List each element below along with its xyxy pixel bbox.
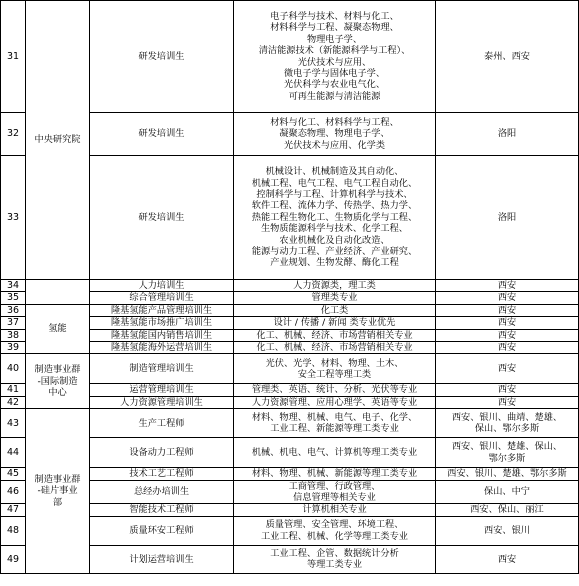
position-cell: 技术工艺工程师: [90, 468, 234, 480]
row-number: 42: [1, 396, 26, 408]
position-cell: 计划运营培训生: [90, 545, 234, 573]
table-row: [1, 354, 579, 384]
location-cell: 西安、银川、楚雄、鄂尔多斯: [436, 468, 579, 480]
major-cell: 材料与化工、材料科学与工程、 凝聚态物理、物理电子学、 光伏技术与应用、化学类: [234, 113, 436, 156]
major-cell: 材料、物理、机械、电气、电子、化学、 工业工程、新能源等理工类专业: [234, 409, 436, 438]
location-cell: 西安、银川: [436, 516, 579, 545]
major-cell: 人力资源类，理工类: [234, 280, 436, 292]
location-cell: 西安: [436, 384, 579, 396]
position-cell: 质量环安工程师: [90, 516, 234, 545]
department-cell: 制造事业群 -国际制造 中心: [26, 354, 90, 409]
major-cell: 化工类: [234, 304, 436, 316]
table-row: [1, 280, 579, 292]
row-number: 36: [1, 304, 26, 316]
major-cell: 管理类专业: [234, 292, 436, 304]
position-cell: 人力培训生: [90, 280, 234, 292]
location-cell: 泰州、西安: [436, 1, 579, 113]
row-number: 32: [1, 113, 26, 156]
position-cell: 总经办培训生: [90, 480, 234, 504]
major-cell: 质量管理、安全管理、环境工程、 工业工程、机械、化学等理工类专业: [234, 516, 436, 545]
location-cell: 西安、保山、丽江: [436, 504, 579, 516]
department-cell: [26, 280, 90, 305]
major-cell: 机械、机电、电气、计算机等理工类专业: [234, 438, 436, 468]
major-cell: 化工、机械、经济、市场营销相关专业: [234, 342, 436, 354]
department-cell: 氢能: [26, 304, 90, 354]
location-cell: 西安: [436, 304, 579, 316]
position-cell: 运营管理培训生: [90, 384, 234, 396]
location-cell: 西安、银川、曲靖、楚雄、 保山、鄂尔多斯: [436, 409, 579, 438]
position-cell: 综合管理培训生: [90, 292, 234, 304]
location-cell: 洛阳: [436, 156, 579, 280]
major-cell: 管理类、英语、统计、分析、光伏等专业: [234, 384, 436, 396]
position-cell: 研发培训生: [90, 113, 234, 156]
major-cell: 电子科学与技术、材料与化工、 材料科学与工程、凝聚态物理、 物理电子学、 清洁能源技术（新能源科学与工程）、 光伏技术与应用、 微电子学与固体电子学、 光伏科学与农业电气化、 可再生能源与清洁能源: [234, 1, 436, 113]
position-cell: 制造管理培训生: [90, 354, 234, 384]
location-cell: 西安、银川、楚雄、保山、 鄂尔多斯: [436, 438, 579, 468]
table-row: [1, 1, 579, 113]
major-cell: 光伏、光学、材料、物理、土木、 安全工程等理工类: [234, 354, 436, 384]
row-number: 33: [1, 156, 26, 280]
position-cell: 隆基氢能国内销售培训生: [90, 329, 234, 341]
row-number: 31: [1, 1, 26, 113]
position-cell: 生产工程师: [90, 409, 234, 438]
row-number: 34: [1, 280, 26, 292]
location-cell: 西安: [436, 396, 579, 408]
location-cell: 西安: [436, 342, 579, 354]
department-cell: 中央研究院: [26, 1, 90, 280]
location-cell: 西安: [436, 280, 579, 292]
row-number: 40: [1, 354, 26, 384]
major-cell: 化工、机械、经济、市场营销相关专业: [234, 329, 436, 341]
location-cell: 洛阳: [436, 113, 579, 156]
major-cell: 材料、物理、机械、新能源等理工类专业: [234, 468, 436, 480]
row-number: 39: [1, 342, 26, 354]
location-cell: 西安: [436, 292, 579, 304]
position-cell: 隆基氢能海外运营培训生: [90, 342, 234, 354]
major-cell: 计算机相关专业: [234, 504, 436, 516]
location-cell: 西安: [436, 545, 579, 573]
row-number: 44: [1, 438, 26, 468]
row-number: 49: [1, 545, 26, 573]
location-cell: 保山、中宁: [436, 480, 579, 504]
major-cell: 工商管理、行政管理、 信息管理等相关专业: [234, 480, 436, 504]
table-row: [1, 304, 579, 316]
position-cell: 设备动力工程师: [90, 438, 234, 468]
row-number: 46: [1, 480, 26, 504]
row-number: 45: [1, 468, 26, 480]
row-number: 43: [1, 409, 26, 438]
location-cell: 西安: [436, 329, 579, 341]
major-cell: 设计 / 传播 / 新闻 类专业优先: [234, 317, 436, 329]
position-cell: 智能技术工程师: [90, 504, 234, 516]
location-cell: 西安: [436, 317, 579, 329]
row-number: 48: [1, 516, 26, 545]
position-cell: 人力资源管理培训生: [90, 396, 234, 408]
row-number: 38: [1, 329, 26, 341]
position-cell: 研发培训生: [90, 156, 234, 280]
row-number: 47: [1, 504, 26, 516]
department-cell: 制造事业群 -硅片事业 部: [26, 409, 90, 574]
position-cell: 隆基氢能市场推广培训生: [90, 317, 234, 329]
position-cell: 隆基氢能产品管理培训生: [90, 304, 234, 316]
table-row: [1, 409, 579, 438]
row-number: 35: [1, 292, 26, 304]
position-cell: 研发培训生: [90, 1, 234, 113]
major-cell: 工业工程、企管、数据统计分析 等理工类专业: [234, 545, 436, 573]
location-cell: 西安: [436, 354, 579, 384]
major-cell: 机械设计、机械制造及其自动化、 机械工程、电气工程、电气工程自动化、 控制科学与工程、计算机科学与技术、 软件工程、流体力学、传热学、热力学、 热能工程生物化工、生物质化学与工程、 生物质能源科学与技术、化学工程、 农业机械化及自动化改造、 能源与动力工程、产业经济、产业研究、 产业规划、生物发酵、酶化工程: [234, 156, 436, 280]
row-number: 37: [1, 317, 26, 329]
major-cell: 人力资源管理、应用心理学、英语等专业: [234, 396, 436, 408]
row-number: 41: [1, 384, 26, 396]
